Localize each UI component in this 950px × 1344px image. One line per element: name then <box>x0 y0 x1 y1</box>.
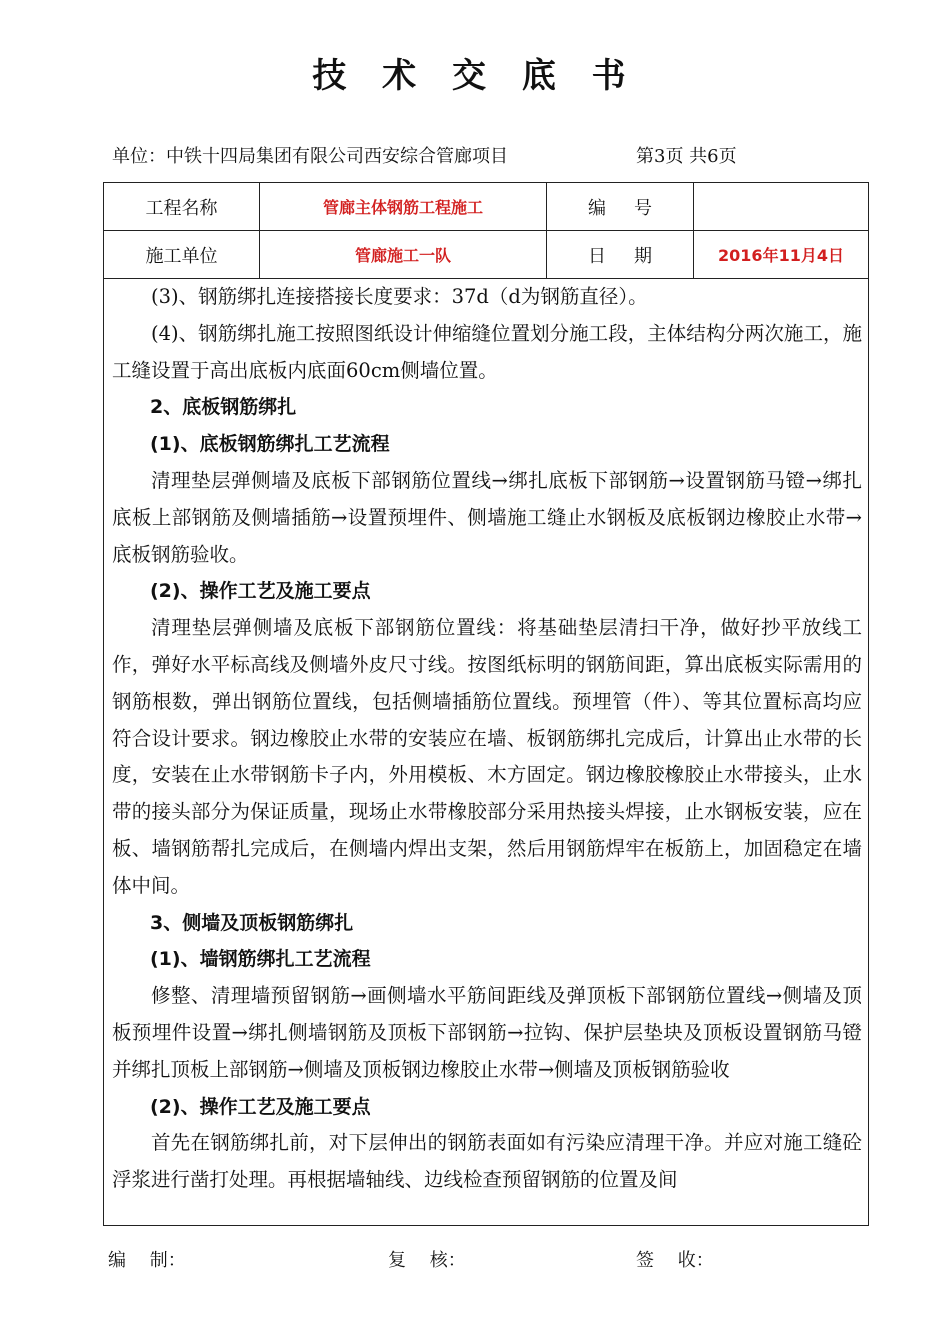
date-label: 日期 <box>547 231 694 278</box>
number-label: 编号 <box>547 183 694 230</box>
received-by-label: 签 收： <box>636 1250 714 1271</box>
section-heading: 2、底板钢筋绑扎 <box>150 396 297 419</box>
subsection-heading: (1)、墙钢筋绑扎工艺流程 <box>150 948 371 971</box>
subsection-heading: (1)、底板钢筋绑扎工艺流程 <box>150 433 390 456</box>
section-heading: 3、侧墙及顶板钢筋绑扎 <box>150 911 354 934</box>
project-name-value: 管廊主体钢筋工程施工 <box>260 183 547 230</box>
date-value: 2016年11月4日 <box>718 246 844 265</box>
unit-label: 单位：中铁十四局集团有限公司西安综合管廊项目 <box>112 146 508 167</box>
page-indicator: 第3页 共6页 <box>636 146 737 167</box>
document-title: 技 术 交 底 书 <box>312 56 638 96</box>
disclosure-body <box>112 279 862 1199</box>
number-value <box>694 183 868 230</box>
paragraph: (3)、钢筋绑扎连接搭接长度要求：37d（d为钢筋直径）。 <box>151 285 648 308</box>
paragraph: 清理垫层弹侧墙及底板下部钢筋位置线→绑扎底板下部钢筋→设置钢筋马镫→绑扎底板上部钢筋及侧墙插筋→设置预埋件、侧墙施工缝止水钢板及底板钢边橡胶止水带→底板钢筋验收。 <box>112 468 862 566</box>
paragraph: 首先在钢筋绑扎前，对下层伸出的钢筋表面如有污染应清理干净。并应对施工缝砼浮浆进行凿打处理。再根据墙轴线、边线检查预留钢筋的位置及间 <box>112 1131 862 1192</box>
construction-unit-label: 施工单位 <box>104 231 260 278</box>
project-name-label: 工程名称 <box>104 183 260 230</box>
info-row-unit <box>104 231 868 279</box>
paragraph: 修整、清理墙预留钢筋→画侧墙水平筋间距线及弹顶板下部钢筋位置线→侧墙及顶板预埋件设置→绑扎侧墙钢筋及顶板下部钢筋→拉钩、保护层垫块及顶板设置钢筋马镫并绑扎顶板上部钢筋→侧墙及顶板钢边橡胶止水带→侧墙及顶板钢筋验收 <box>112 984 862 1081</box>
disclosure-frame <box>103 182 869 1226</box>
subsection-heading: (2)、操作工艺及施工要点 <box>150 1095 371 1118</box>
subsection-heading: (2)、操作工艺及施工要点 <box>150 580 371 603</box>
paragraph: 清理垫层弹侧墙及底板下部钢筋位置线：将基础垫层清扫干净，做好抄平放线工作，弹好水平标高线及侧墙外皮尺寸线。按图纸标明的钢筋间距，算出底板实际需用的钢筋根数，弹出钢筋位置线，包括侧墙插筋位置线。预埋管（件）、等其位置标高均应符合设计要求。钢边橡胶止水带的安装应在墙、板钢筋绑扎完成后，计算出止水带的长度，安装在止水带钢筋卡子内，外用模板、木方固定。钢边橡胶橡胶止水带接头，止水带的接头部分为保证质量，现场止水带橡胶部分采用热接头焊接，止水钢板安装，应在板、墙钢筋帮扎完成后，在侧墙内焊出支架，然后用钢筋焊牢在板筋上，加固稳定在墙体中间。 <box>112 616 862 897</box>
compiled-by-label: 编 制： <box>108 1250 186 1271</box>
reviewed-by-label: 复 核： <box>388 1250 466 1271</box>
info-row-project <box>104 183 868 231</box>
paragraph: (4)、钢筋绑扎施工按照图纸设计伸缩缝位置划分施工段，主体结构分两次施工，施工缝设置于高出底板内底面60cm侧墙位置。 <box>112 321 862 382</box>
construction-unit-value: 管廊施工一队 <box>260 231 547 278</box>
